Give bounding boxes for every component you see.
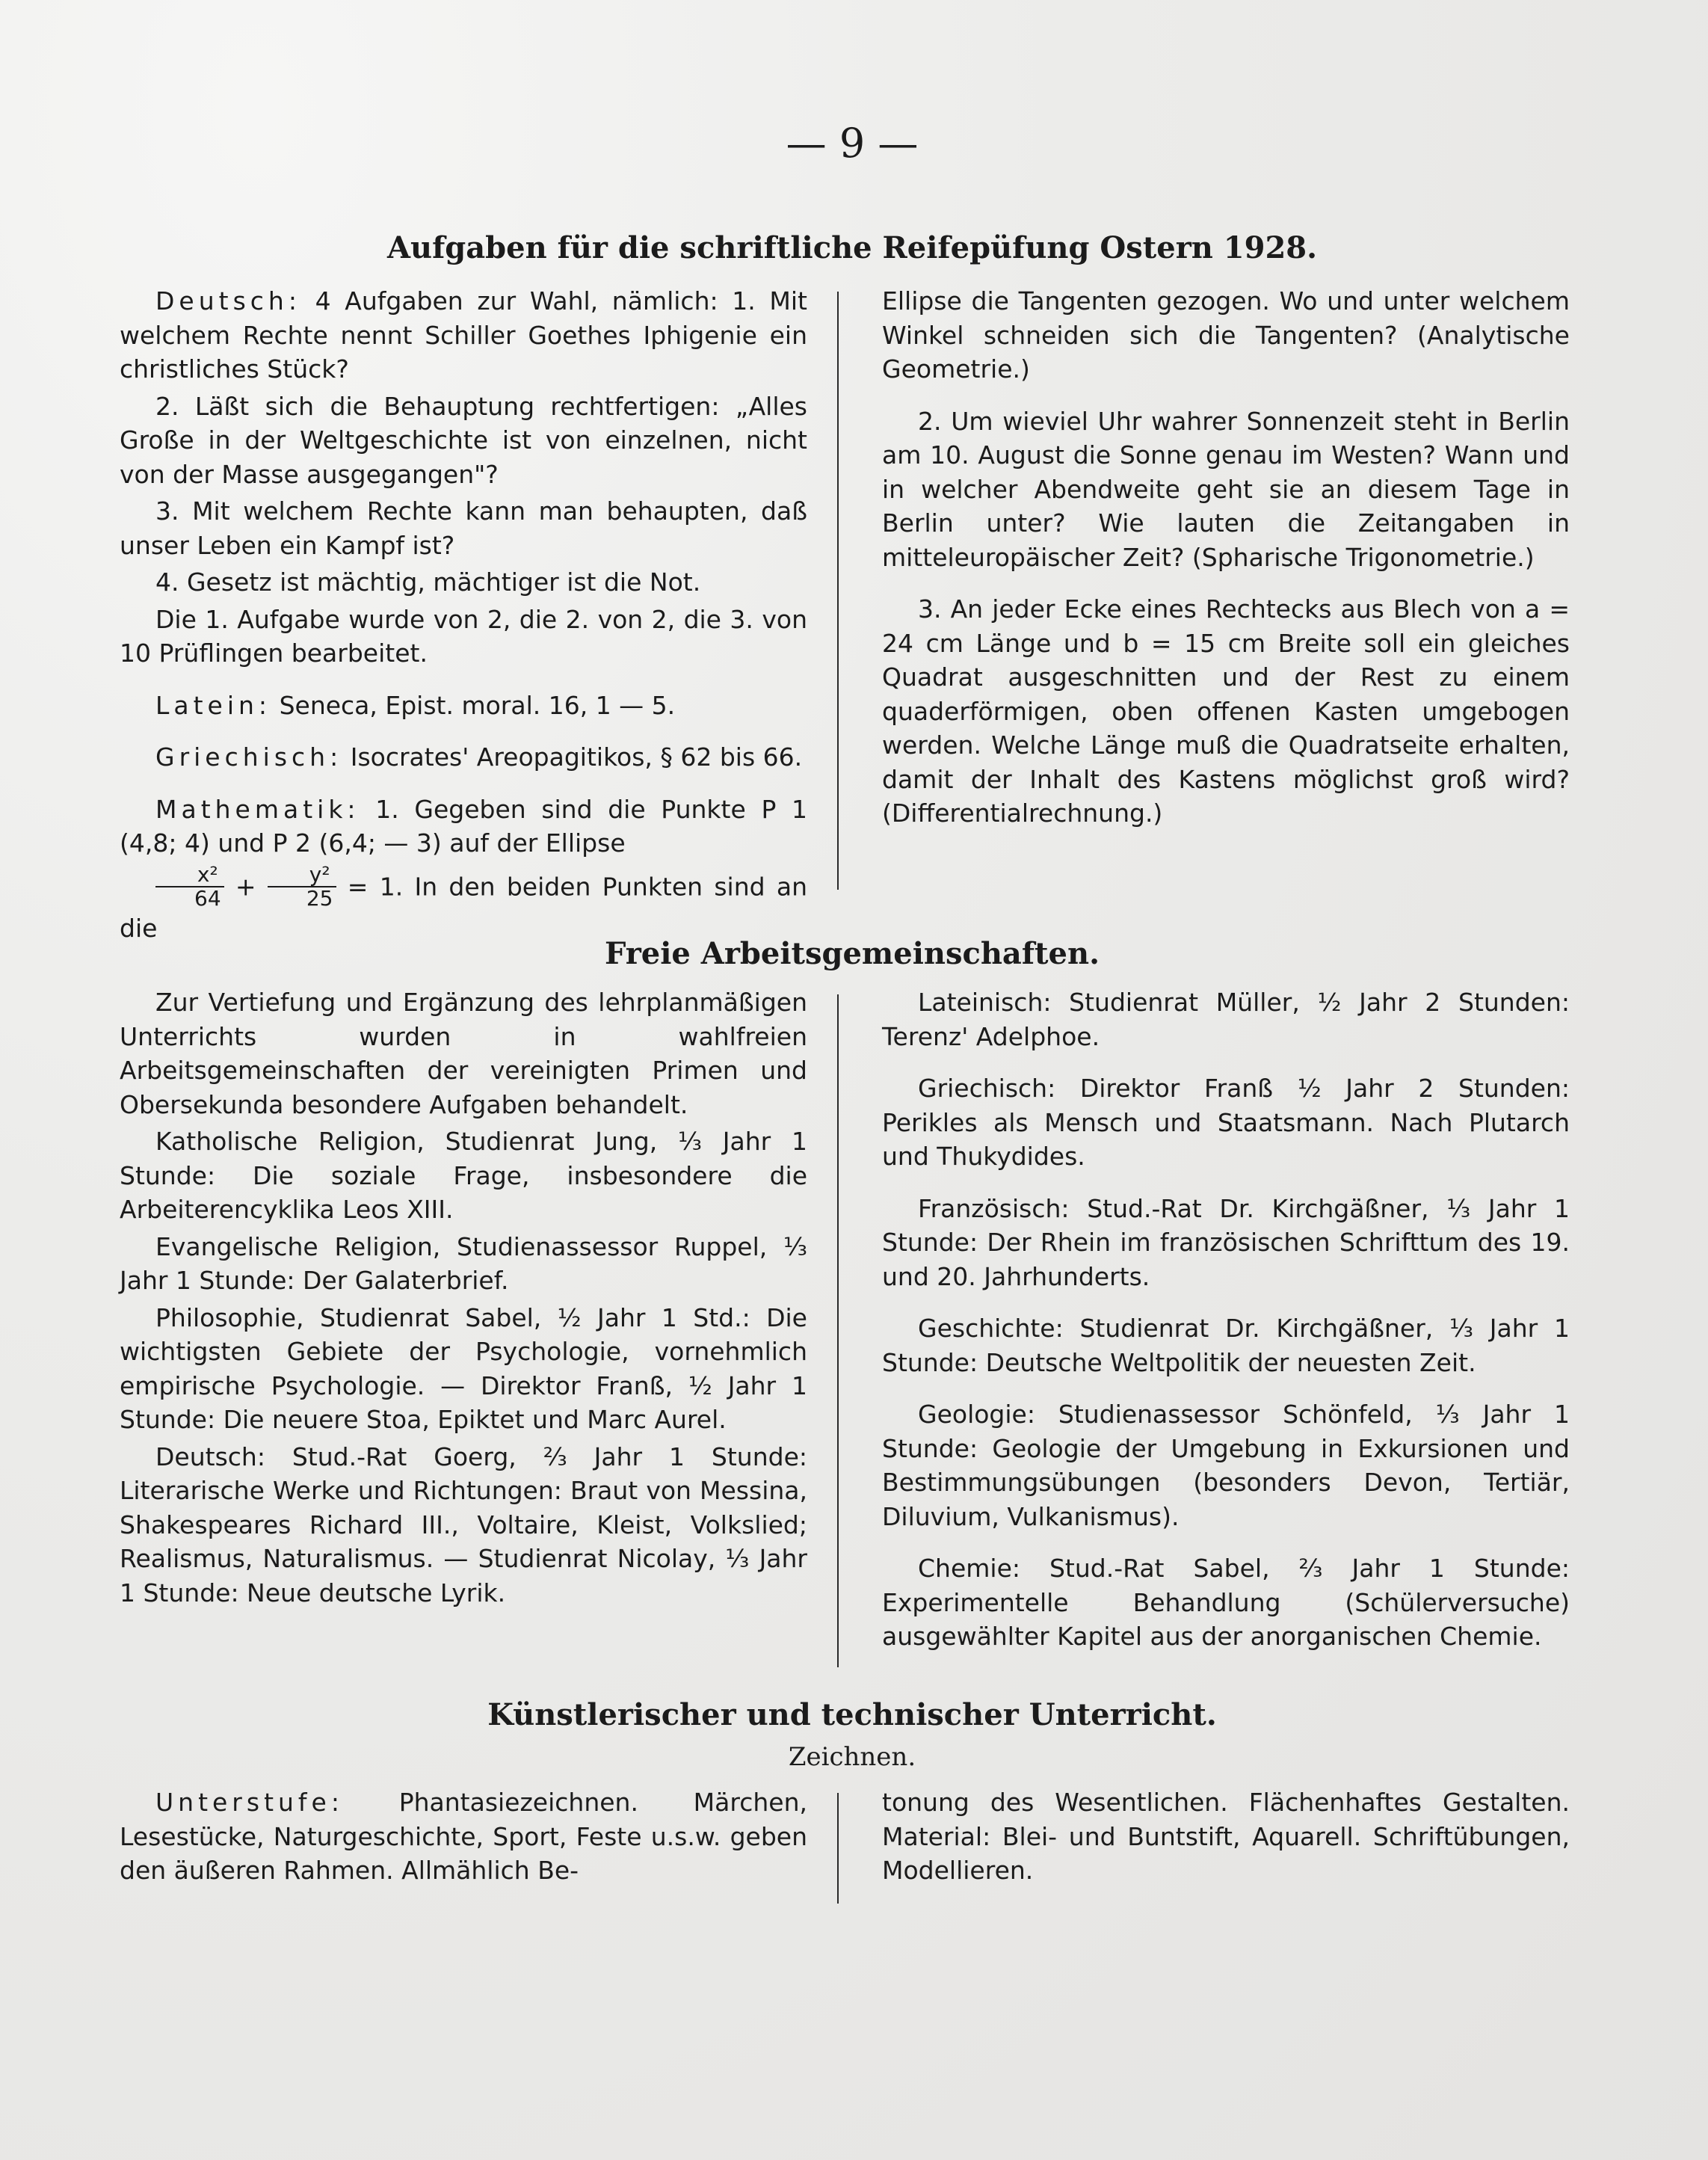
subject-label-deutsch: Deutsch: xyxy=(155,286,301,316)
paragraph-unterstufe xyxy=(120,1785,807,1888)
latein-text: Seneca, Epist. moral. 16, 1 — 5. xyxy=(279,690,676,720)
paragraph: Zur Vertiefung und Ergänzung des lehrplanmäßigen Unterrichts wurden in wahlfreien Arbeitsgemeinschaften der vereinigten Primen und Obersekunda besondere Aufgaben behandelt. xyxy=(120,988,807,1119)
section1-left-column xyxy=(120,284,807,948)
griechisch-text: Isocrates' Areopagitikos, § 62 bis 66. xyxy=(350,742,803,772)
paragraph: Philosophie, Studienrat Sabel, ½ Jahr 1 Std.: Die wichtigsten Gebiete der Psychologie, vornehmlich empirische Psychologie. — Direktor Franß, ½ Jahr 1 Stunde: Die neuere Stoa, Epiktet und Marc Aurel. xyxy=(120,1302,807,1434)
paragraph-griechisch xyxy=(120,740,807,775)
section-heading-reifepruefung: Aufgaben für die schriftliche Reifepüfung Ostern 1928. xyxy=(386,230,1318,265)
paragraph-latein xyxy=(120,689,807,723)
column-divider xyxy=(837,292,839,890)
paragraph: Französisch: Stud.-Rat Dr. Kirchgäßner, ⅓ Jahr 1 Stunde: Der Rhein im französischen Schrifttum des 19. und 20. Jahrhunderts. xyxy=(882,1193,1570,1291)
column-divider xyxy=(837,1793,839,1904)
section3-right-column xyxy=(882,1785,1570,1891)
section2-right-column xyxy=(882,985,1570,1657)
paragraph: 2. Läßt sich die Behauptung rechtfertigen: „Alles Große in der Weltgeschichte ist von einzelnen, nicht von der Masse ausgegangen"? xyxy=(120,391,807,489)
paragraph: Katholische Religion, Studienrat Jung, ⅓ Jahr 1 Stunde: Die soziale Frage, insbesondere die Arbeiterencyklika Leos XIII. xyxy=(120,1127,807,1224)
paragraph: Ellipse die Tangenten gezogen. Wo und unter welchem Winkel schneiden sich die Tangenten? (Analytische Geometrie.) xyxy=(882,286,1570,384)
section-heading-kuenstlerisch: Künstlerischer und technischer Unterricht. xyxy=(487,1697,1217,1732)
paragraph: Lateinisch: Studienrat Müller, ½ Jahr 2 Stunden: Terenz' Adelphoe. xyxy=(882,988,1570,1051)
subject-label-griechisch: Griechisch: xyxy=(155,742,343,772)
paragraph-mathematik xyxy=(120,793,807,861)
paragraph: tonung des Wesentlichen. Flächenhaftes Gestalten. Material: Blei- und Buntstift, Aquarell. Schriftübungen, Modellieren. xyxy=(882,1788,1570,1885)
paragraph: Evangelische Religion, Studienassessor Ruppel, ⅓ Jahr 1 Stunde: Der Galaterbrief. xyxy=(120,1231,807,1295)
unterstufe-text: Phantasiezeichnen. Märchen, Lesestücke, Naturgeschichte, Sport, Feste u.s.w. geben den äußeren Rahmen. Allmählich Be- xyxy=(120,1788,807,1885)
paragraph: Geschichte: Studienrat Dr. Kirchgäßner, ⅓ Jahr 1 Stunde: Deutsche Weltpolitik der neuesten Zeit. xyxy=(882,1314,1570,1377)
paragraph: Deutsch: Stud.-Rat Goerg, ⅔ Jahr 1 Stunde: Literarische Werke und Richtungen: Braut von Messina, Shakespeares Richard III., Voltaire, Kleist, Volkslied; Realismus, Naturalismus. — Studienrat Nicolay, ⅓ Jahr 1 Stunde: Neue deutsche Lyrik. xyxy=(120,1441,807,1607)
paragraph: Chemie: Stud.-Rat Sabel, ⅔ Jahr 1 Stunde: Experimentelle Behandlung (Schülerversuche) ausgewählter Kapitel aus der anorganischen Chemie. xyxy=(882,1554,1570,1651)
paragraph: 3. An jeder Ecke eines Rechtecks aus Blech von a = 24 cm Länge und b = 15 cm Breite soll ein gleiches Quadrat ausgeschnitten und der Rest zu einem quaderförmigen, oben offenen Kasten umgebogen werden. Welche Länge muß die Quadratseite erhalten, damit der Inhalt des Kastens möglichst groß wird? (Differentialrechnung.) xyxy=(882,594,1570,828)
paragraph: 2. Um wieviel Uhr wahrer Sonnenzeit steht in Berlin am 10. August die Sonne genau im Westen? Wann und in welcher Abendweite geht sie an diesem Tage in Berlin unter? Wie lauten die Zeitangaben in mitteleuropäischer Zeit? (Spharische Trigonometrie.) xyxy=(882,406,1570,572)
fraction-y: $\frac{\text{y²}}{25}$ xyxy=(268,864,336,910)
paragraph: 4. Gesetz ist mächtig, mächtiger ist die Not. xyxy=(155,567,701,597)
deutsch-text: 4 Aufgaben zur Wahl, nämlich: 1. Mit welchem Rechte nennt Schiller Goethes Iphigenie ein christliches Stück? xyxy=(120,286,807,384)
mathematik-text: 1. Gegeben sind die Punkte P 1 (4,8; 4) und P 2 (6,4; — 3) auf der Ellipse xyxy=(120,794,807,858)
ellipse-formula: $\frac{\text{x²}}{64}$ + $\frac{\text{y²}}{25}$ = 1. In den beiden Punkten sind an die xyxy=(120,861,807,943)
paragraph-deutsch xyxy=(120,284,807,387)
section1-right-column xyxy=(882,284,1570,834)
paragraph: 3. Mit welchem Rechte kann man behaupten, daß unser Leben ein Kampf ist? xyxy=(120,496,807,560)
subject-label-mathematik: Mathematik: xyxy=(155,794,360,824)
paragraph: Griechisch: Direktor Franß ½ Jahr 2 Stunden: Perikles als Mensch und Staatsmann. Nach Plutarch und Thukydides. xyxy=(882,1074,1570,1171)
page-number: — 9 — xyxy=(786,120,919,167)
label-unterstufe: Unterstufe: xyxy=(155,1788,344,1817)
column-divider xyxy=(837,994,839,1667)
section-heading-arbeitsgemeinschaften: Freie Arbeitsgemeinschaften. xyxy=(605,936,1100,971)
paragraph: Die 1. Aufgabe wurde von 2, die 2. von 2, die 3. von 10 Prüflingen bearbeitet. xyxy=(120,604,807,668)
subject-label-latein: Latein: xyxy=(155,690,272,720)
fraction-x: $\frac{\text{x²}}{64}$ xyxy=(155,864,224,910)
section3-left-column xyxy=(120,1785,807,1891)
section2-left-column xyxy=(120,985,807,1613)
section-subheading-zeichnen: Zeichnen. xyxy=(788,1742,916,1772)
paragraph: Geologie: Studienassessor Schönfeld, ⅓ Jahr 1 Stunde: Geologie der Umgebung in Exkursionen und Bestimmungsübungen (besonders Devon, Tertiär, Diluvium, Vulkanismus). xyxy=(882,1400,1570,1531)
